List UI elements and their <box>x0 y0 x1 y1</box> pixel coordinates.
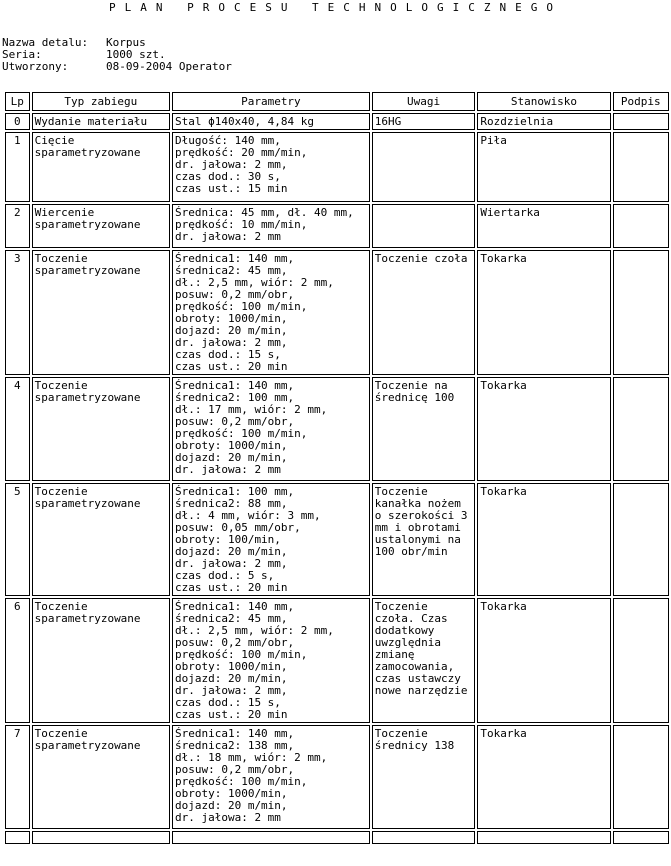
cell-lp: 2 <box>5 204 30 248</box>
cell-notes <box>372 204 476 248</box>
cell-notes: Toczenie na średnicę 100 <box>372 377 476 481</box>
header-signature: Podpis <box>613 92 669 111</box>
cell-type: Toczenie sparametryzowane <box>32 598 170 723</box>
meta-row-created <box>2 61 232 73</box>
header-station: Stanowisko <box>477 92 610 111</box>
cell-parameters: Średnica1: 140 mm, średnica2: 45 mm, dł.: 2,5 mm, wiór: 2 mm, posuw: 0,2 mm/obr, prędkość: 100 m/min, obroty: 1000/min, dojazd: 20 m/min, dr. jałowa: 2 mm, czas dod.: 15 s, czas ust.: 20 min <box>172 250 370 375</box>
table-row-cut-off <box>5 831 669 844</box>
cell-signature <box>613 598 669 723</box>
meta-key: Seria: <box>2 48 42 61</box>
cell-signature <box>613 250 669 375</box>
process-plan-table <box>3 90 671 846</box>
cell-type: Toczenie sparametryzowane <box>32 483 170 596</box>
table-row <box>5 250 669 375</box>
cell-parameters: Średnica1: 140 mm, średnica2: 100 mm, dł.: 17 mm, wiór: 2 mm, posuw: 0,2 mm/obr, prędkość: 100 m/min, obroty: 1000/min, dojazd: 20 m/min, dr. jałowa: 2 mm <box>172 377 370 481</box>
header-parameters: Parametry <box>172 92 370 111</box>
cell-station: Wiertarka <box>477 204 610 248</box>
cell-signature <box>613 204 669 248</box>
meta-key: Utworzony: <box>2 60 69 73</box>
cell-empty <box>372 831 476 844</box>
cell-station: Tokarka <box>477 598 610 723</box>
cell-empty <box>32 831 170 844</box>
cell-type: Toczenie sparametryzowane <box>32 725 170 829</box>
cell-lp: 3 <box>5 250 30 375</box>
cell-type: Wiercenie sparametryzowane <box>32 204 170 248</box>
cell-notes: Toczenie średnicy 138 <box>372 725 476 829</box>
cell-parameters: Długość: 140 mm, prędkość: 20 mm/min, dr. jałowa: 2 mm, czas dod.: 30 s, czas ust.: 15 min <box>172 132 370 202</box>
cell-station: Rozdzielnia <box>477 113 610 130</box>
cell-empty <box>477 831 610 844</box>
table-header-row <box>5 92 669 111</box>
cell-signature <box>613 113 669 130</box>
cell-empty <box>613 831 669 844</box>
cell-station: Tokarka <box>477 377 610 481</box>
cell-notes: 16HG <box>372 113 476 130</box>
cell-lp: 0 <box>5 113 30 130</box>
cell-type: Toczenie sparametryzowane <box>32 250 170 375</box>
table-row <box>5 483 669 596</box>
table-row <box>5 598 669 723</box>
cell-lp: 6 <box>5 598 30 723</box>
header-notes: Uwagi <box>372 92 476 111</box>
document-meta <box>2 37 232 73</box>
cell-signature <box>613 377 669 481</box>
cell-type: Wydanie materiału <box>32 113 170 130</box>
cell-parameters: Średnica1: 140 mm, średnica2: 138 mm, dł.: 18 mm, wiór: 2 mm, posuw: 0,2 mm/obr, prędkość: 100 m/min, obroty: 1000/min, dojazd: 20 m/min, dr. jałowa: 2 mm <box>172 725 370 829</box>
cell-notes <box>372 132 476 202</box>
cell-parameters: Średnica: 45 mm, dł. 40 mm, prędkość: 10 mm/min, dr. jałowa: 2 mm <box>172 204 370 248</box>
table-row <box>5 377 669 481</box>
cell-station: Tokarka <box>477 725 610 829</box>
cell-lp: 7 <box>5 725 30 829</box>
cell-lp: 4 <box>5 377 30 481</box>
cell-lp: 1 <box>5 132 30 202</box>
cell-signature <box>613 132 669 202</box>
meta-key: Nazwa detalu: <box>2 36 89 49</box>
table-row <box>5 204 669 248</box>
table-row <box>5 113 669 130</box>
cell-station: Tokarka <box>477 483 610 596</box>
cell-station: Piła <box>477 132 610 202</box>
cell-parameters: Stal ϕ140x40, 4,84 kg <box>172 113 370 130</box>
cell-empty <box>172 831 370 844</box>
cell-notes: Toczenie czoła. Czas dodatkowy uwzględnia zmianę zamocowania, czas ustawczy nowe narzędzie <box>372 598 476 723</box>
meta-value: Korpus <box>106 36 146 49</box>
table-row <box>5 725 669 829</box>
cell-parameters: Średnica1: 140 mm, średnica2: 45 mm, dł.: 2,5 mm, wiór: 2 mm, posuw: 0,2 mm/obr, prędkość: 100 m/min, obroty: 1000/min, dojazd: 20 m/min, dr. jałowa: 2 mm, czas dod.: 15 s, czas ust.: 20 min <box>172 598 370 723</box>
cell-type: Toczenie sparametryzowane <box>32 377 170 481</box>
cell-signature <box>613 725 669 829</box>
cell-empty <box>5 831 30 844</box>
cell-parameters: Średnica1: 100 mm, średnica2: 88 mm, dł.: 4 mm, wiór: 3 mm, posuw: 0,05 mm/obr, obroty: 100/min, dojazd: 20 m/min, dr. jałowa: 2 mm, czas dod.: 5 s, czas ust.: 20 min <box>172 483 370 596</box>
header-type: Typ zabiegu <box>32 92 170 111</box>
cell-station: Tokarka <box>477 250 610 375</box>
cell-signature <box>613 483 669 596</box>
cell-notes: Toczenie kanałka nożem o szerokości 3 mm i obrotami ustalonymi na 100 obr/min <box>372 483 476 596</box>
table-row <box>5 132 669 202</box>
document-title: PLAN PROCESU TECHNOLOGICZNEGO <box>108 1 563 14</box>
meta-value: 08-09-2004 Operator <box>106 60 232 73</box>
meta-value: 1000 szt. <box>106 48 166 61</box>
header-lp: Lp <box>5 92 30 111</box>
cell-notes: Toczenie czoła <box>372 250 476 375</box>
cell-lp: 5 <box>5 483 30 596</box>
cell-type: Cięcie sparametryzowane <box>32 132 170 202</box>
